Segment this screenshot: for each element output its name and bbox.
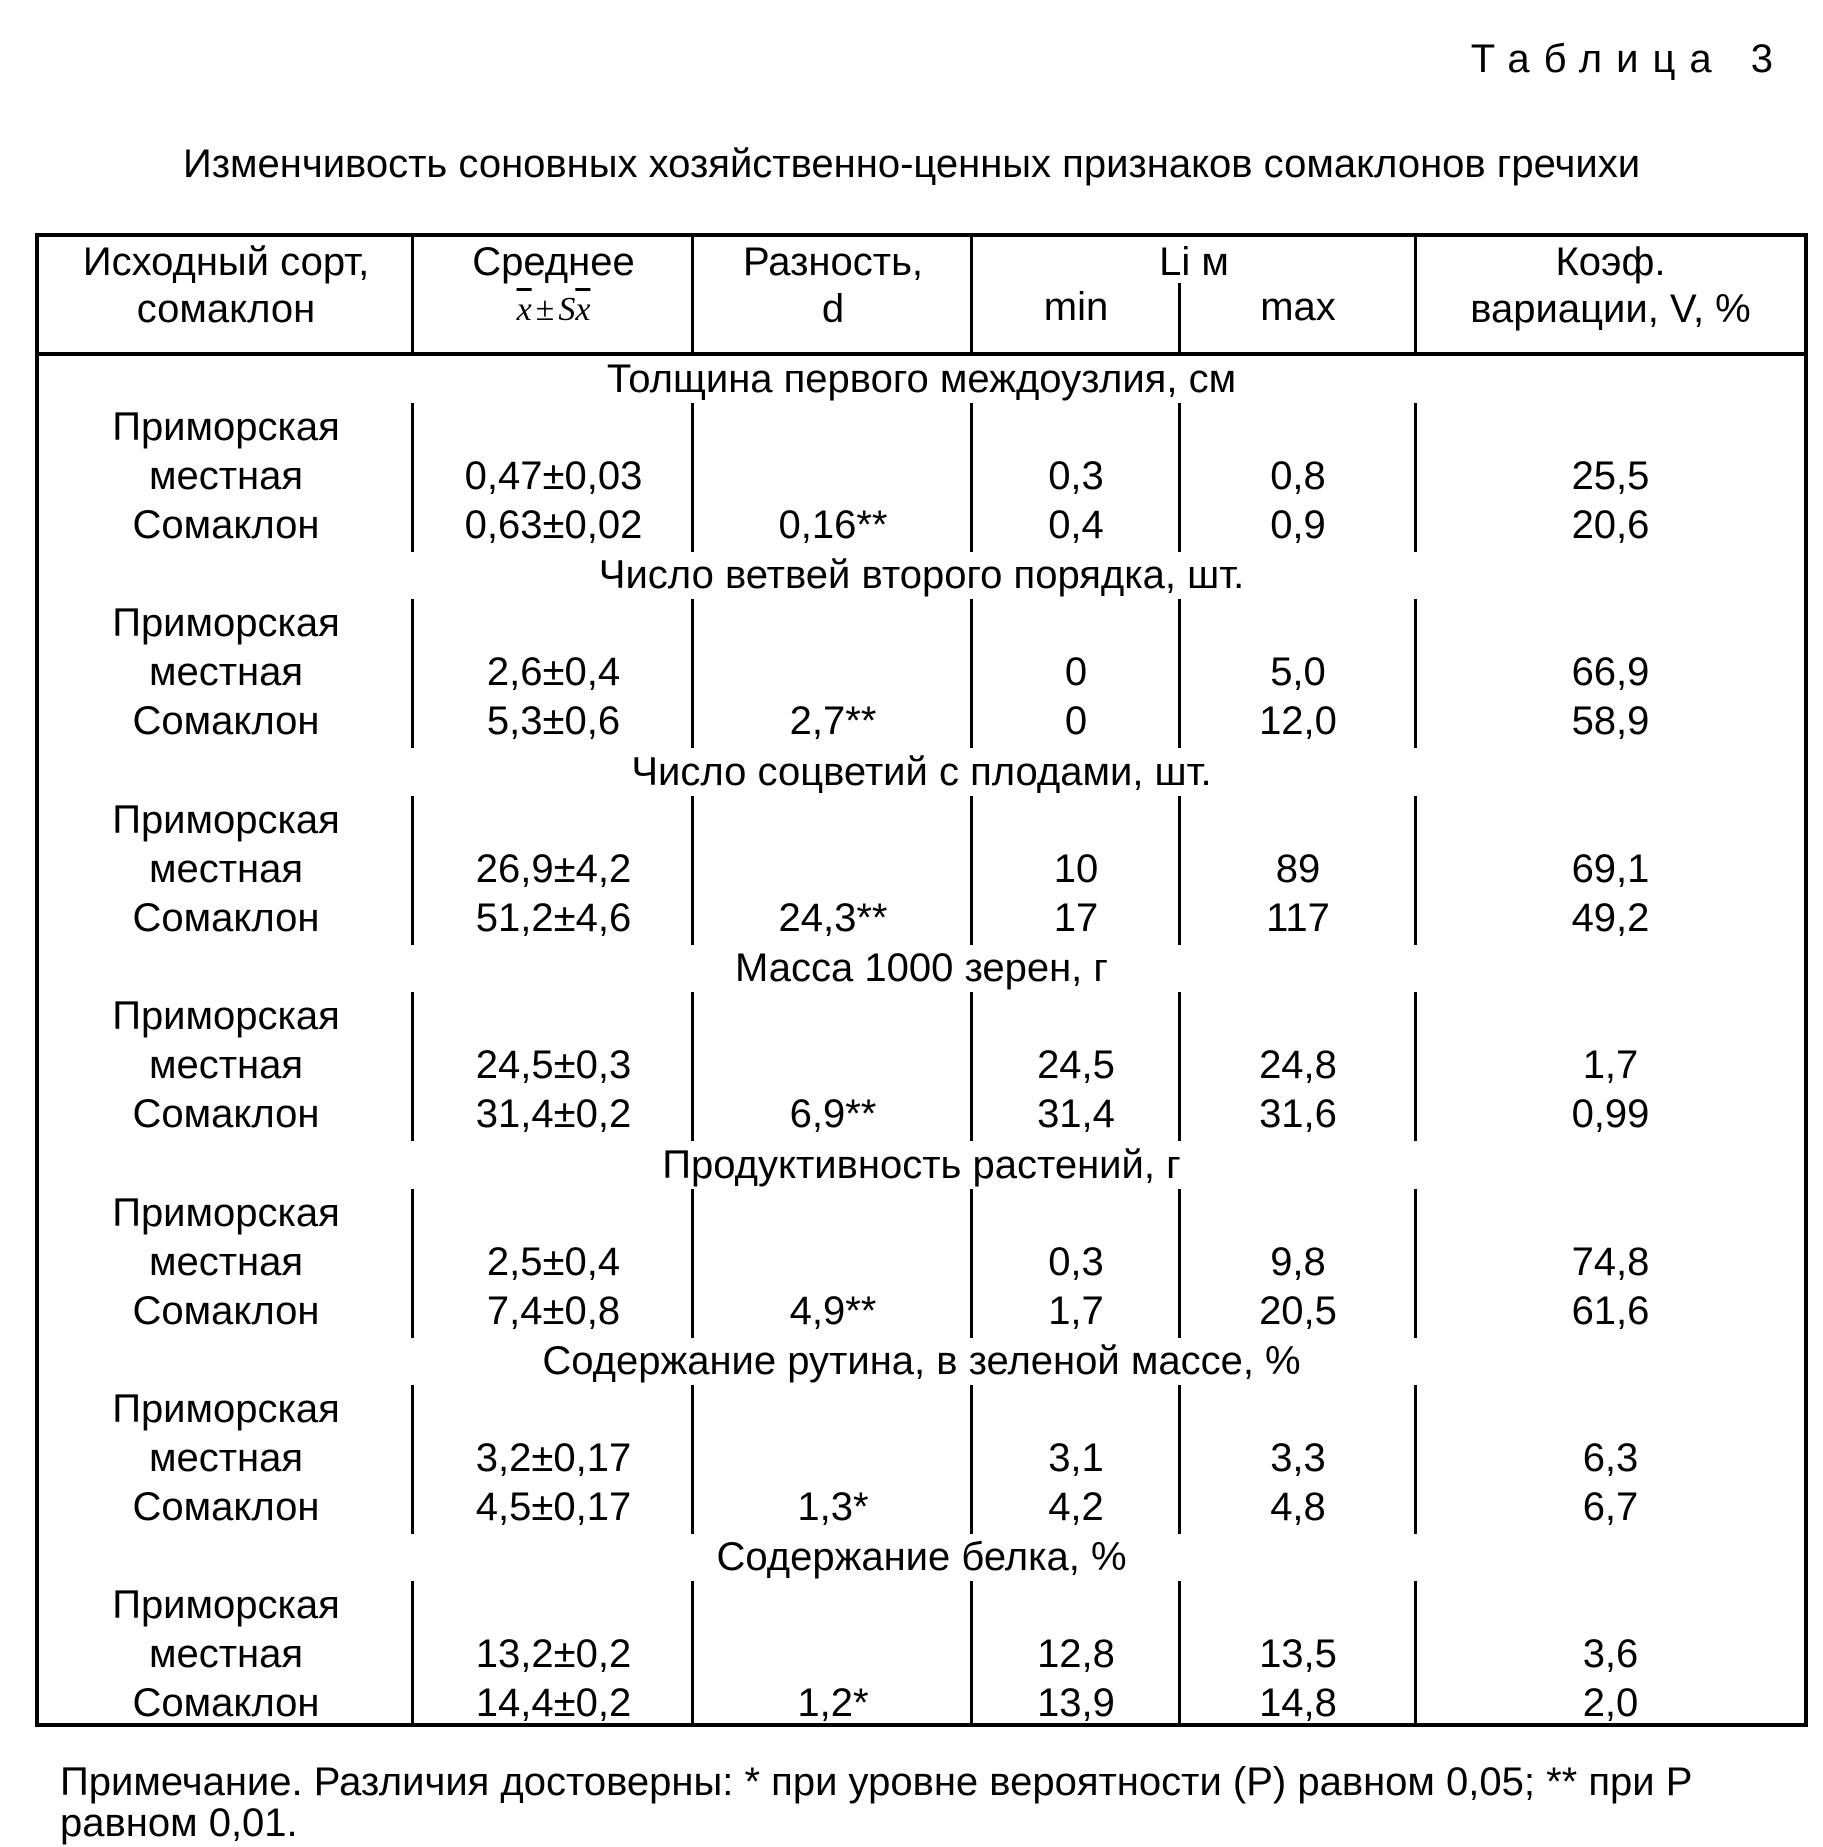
- table-row: [39, 403, 1804, 452]
- cell-name: местная: [39, 648, 413, 697]
- cell-mean: 31,4±0,2: [414, 1090, 693, 1139]
- table-row: [39, 1385, 1804, 1434]
- cell-min: 31,4: [973, 1090, 1179, 1139]
- cell-mean: 13,2±0,2: [414, 1630, 693, 1679]
- header-max-label: max: [1181, 284, 1415, 331]
- table-row: [39, 1238, 1804, 1287]
- table-row: [39, 1189, 1804, 1238]
- header-min-label: min: [973, 284, 1179, 331]
- formula-s: S: [558, 291, 575, 328]
- trait-rows: [39, 992, 1804, 1141]
- cell-min: 0,3: [973, 452, 1179, 501]
- table-row: [39, 648, 1804, 697]
- cell-mean: 14,4±0,2: [414, 1679, 693, 1728]
- table-row: [39, 1630, 1804, 1679]
- trait-block: [39, 356, 1804, 552]
- cell-d: [694, 1434, 972, 1483]
- trait-block: [39, 945, 1804, 1141]
- trait-block: [39, 552, 1804, 748]
- trait-title: Масса 1000 зерен, г: [39, 945, 1804, 992]
- cell-mean: 3,2±0,17: [414, 1434, 693, 1483]
- formula-x-bar: x: [575, 291, 590, 328]
- cell-max: 24,8: [1181, 1041, 1415, 1090]
- trait-block: [39, 1142, 1804, 1338]
- cell-cv: 20,6: [1417, 501, 1804, 550]
- cell-d: 24,3**: [694, 894, 972, 943]
- table-row: [39, 452, 1804, 501]
- cell-name: Сомаклон: [39, 1483, 413, 1532]
- cell-min: 3,1: [973, 1434, 1179, 1483]
- cell-max: 12,0: [1181, 697, 1415, 746]
- cell-max: 20,5: [1181, 1287, 1415, 1336]
- cell-name: Приморская: [39, 403, 413, 452]
- header-variety-line2: сомаклон: [39, 286, 413, 333]
- table-row: [39, 599, 1804, 648]
- table-row: [39, 845, 1804, 894]
- table-row: [39, 992, 1804, 1041]
- cell-max: 9,8: [1181, 1238, 1415, 1287]
- cell-cv: 74,8: [1417, 1238, 1804, 1287]
- cell-name: Сомаклон: [39, 1090, 413, 1139]
- trait-rows: [39, 796, 1804, 945]
- table-title: Изменчивость соновных хозяйственно-ценных признаков сомаклонов гречихи: [0, 139, 1823, 189]
- cell-name: Приморская: [39, 599, 413, 648]
- cell-cv: 61,6: [1417, 1287, 1804, 1336]
- table-row: [39, 1287, 1804, 1336]
- cell-cv: 2,0: [1417, 1679, 1804, 1728]
- cell-mean: 7,4±0,8: [414, 1287, 693, 1336]
- cell-min: 0,3: [973, 1238, 1179, 1287]
- trait-title: Содержание белка, %: [39, 1534, 1804, 1581]
- cell-name: местная: [39, 452, 413, 501]
- trait-block: [39, 1338, 1804, 1534]
- cell-min: 13,9: [973, 1679, 1179, 1728]
- header-mean: [414, 237, 693, 352]
- table-row: [39, 1679, 1804, 1728]
- header-cv-line1: Коэф.: [1417, 239, 1804, 286]
- table-row: [39, 796, 1804, 845]
- cell-name: Сомаклон: [39, 1287, 413, 1336]
- trait-block: [39, 1534, 1804, 1730]
- header-cv: [1417, 237, 1804, 352]
- cell-max: 89: [1181, 845, 1415, 894]
- cell-cv: 3,6: [1417, 1630, 1804, 1679]
- cell-name: местная: [39, 845, 413, 894]
- table-number-label: Таблица 3: [1471, 34, 1787, 84]
- cell-d: [694, 648, 972, 697]
- trait-rows: [39, 403, 1804, 552]
- cell-d: 2,7**: [694, 697, 972, 746]
- cell-max: 13,5: [1181, 1630, 1415, 1679]
- trait-rows: [39, 599, 1804, 748]
- header-min: [973, 284, 1179, 352]
- cell-max: 14,8: [1181, 1679, 1415, 1728]
- cell-min: 24,5: [973, 1041, 1179, 1090]
- cell-name: Приморская: [39, 1581, 413, 1630]
- cell-max: 5,0: [1181, 648, 1415, 697]
- cell-max: 4,8: [1181, 1483, 1415, 1532]
- cell-max: 31,6: [1181, 1090, 1415, 1139]
- cell-cv: 66,9: [1417, 648, 1804, 697]
- cell-mean: 0,63±0,02: [414, 501, 693, 550]
- cell-max: 0,9: [1181, 501, 1415, 550]
- cell-cv: 1,7: [1417, 1041, 1804, 1090]
- trait-rows: [39, 1385, 1804, 1534]
- formula-x: x: [517, 291, 532, 328]
- table-note: [60, 1762, 1692, 1844]
- header-lim-label: Li м: [973, 239, 1415, 286]
- header-lim: [973, 237, 1415, 287]
- cell-name: местная: [39, 1238, 413, 1287]
- cell-mean: 51,2±4,6: [414, 894, 693, 943]
- table-row: [39, 501, 1804, 550]
- table-header: [39, 237, 1804, 356]
- cell-name: Приморская: [39, 1385, 413, 1434]
- cell-mean: 5,3±0,6: [414, 697, 693, 746]
- cell-cv: 0,99: [1417, 1090, 1804, 1139]
- cell-min: 0,4: [973, 501, 1179, 550]
- cell-min: 12,8: [973, 1630, 1179, 1679]
- cell-d: 6,9**: [694, 1090, 972, 1139]
- cell-mean: 4,5±0,17: [414, 1483, 693, 1532]
- cell-name: местная: [39, 1434, 413, 1483]
- trait-title: Толщина первого междоузлия, см: [39, 356, 1804, 403]
- header-variety-line1: Исходный сорт,: [39, 239, 413, 286]
- trait-rows: [39, 1189, 1804, 1338]
- cell-d: 0,16**: [694, 501, 972, 550]
- trait-title: Число ветвей второго порядка, шт.: [39, 552, 1804, 599]
- cell-d: 1,2*: [694, 1679, 972, 1728]
- cell-name: Сомаклон: [39, 894, 413, 943]
- header-difference-line1: Разность,: [694, 239, 972, 286]
- cell-name: Сомаклон: [39, 501, 413, 550]
- cell-d: [694, 1238, 972, 1287]
- cell-cv: 6,3: [1417, 1434, 1804, 1483]
- cell-d: [694, 1041, 972, 1090]
- cell-name: местная: [39, 1041, 413, 1090]
- cell-name: Сомаклон: [39, 1679, 413, 1728]
- cell-d: [694, 452, 972, 501]
- cell-min: 1,7: [973, 1287, 1179, 1336]
- cell-mean: 26,9±4,2: [414, 845, 693, 894]
- cell-cv: 6,7: [1417, 1483, 1804, 1532]
- trait-title: Продуктивность растений, г: [39, 1142, 1804, 1189]
- cell-d: [694, 1630, 972, 1679]
- cell-name: Приморская: [39, 1189, 413, 1238]
- cell-cv: 69,1: [1417, 845, 1804, 894]
- cell-min: 4,2: [973, 1483, 1179, 1532]
- cell-mean: 0,47±0,03: [414, 452, 693, 501]
- cell-d: 1,3*: [694, 1483, 972, 1532]
- cell-d: 4,9**: [694, 1287, 972, 1336]
- header-difference-line2: d: [694, 286, 972, 333]
- trait-rows: [39, 1581, 1804, 1730]
- table-row: [39, 1581, 1804, 1630]
- table-row: [39, 1090, 1804, 1139]
- header-max: [1181, 284, 1415, 352]
- cell-cv: 49,2: [1417, 894, 1804, 943]
- cell-d: [694, 845, 972, 894]
- cell-name: Приморская: [39, 992, 413, 1041]
- note-line-1: Примечание. Различия достоверны: * при уровне вероятности (Р) равном 0,05; ** при Р: [60, 1762, 1692, 1803]
- trait-title: Содержание рутина, в зеленой массе, %: [39, 1338, 1804, 1385]
- cell-max: 117: [1181, 894, 1415, 943]
- trait-block: [39, 749, 1804, 945]
- table-row: [39, 1434, 1804, 1483]
- table-row: [39, 697, 1804, 746]
- cell-cv: 58,9: [1417, 697, 1804, 746]
- cell-name: Сомаклон: [39, 697, 413, 746]
- cell-cv: 25,5: [1417, 452, 1804, 501]
- cell-max: 3,3: [1181, 1434, 1415, 1483]
- cell-max: 0,8: [1181, 452, 1415, 501]
- note-line-2: равном 0,01.: [60, 1803, 1692, 1844]
- cell-min: 0: [973, 697, 1179, 746]
- data-table: [35, 233, 1808, 1727]
- cell-mean: 24,5±0,3: [414, 1041, 693, 1090]
- cell-mean: 2,5±0,4: [414, 1238, 693, 1287]
- cell-min: 17: [973, 894, 1179, 943]
- header-variety: [39, 237, 413, 352]
- cell-name: Приморская: [39, 796, 413, 845]
- formula-plus-minus: ±: [536, 291, 555, 328]
- cell-min: 0: [973, 648, 1179, 697]
- header-mean-label: Среднее: [414, 239, 693, 286]
- header-cv-line2: вариации, V, %: [1417, 286, 1804, 333]
- table-row: [39, 1483, 1804, 1532]
- cell-name: местная: [39, 1630, 413, 1679]
- table-row: [39, 1041, 1804, 1090]
- header-difference: [694, 237, 972, 352]
- cell-min: 10: [973, 845, 1179, 894]
- trait-title: Число соцветий с плодами, шт.: [39, 749, 1804, 796]
- cell-mean: 2,6±0,4: [414, 648, 693, 697]
- table-row: [39, 894, 1804, 943]
- header-mean-formula: [414, 286, 693, 333]
